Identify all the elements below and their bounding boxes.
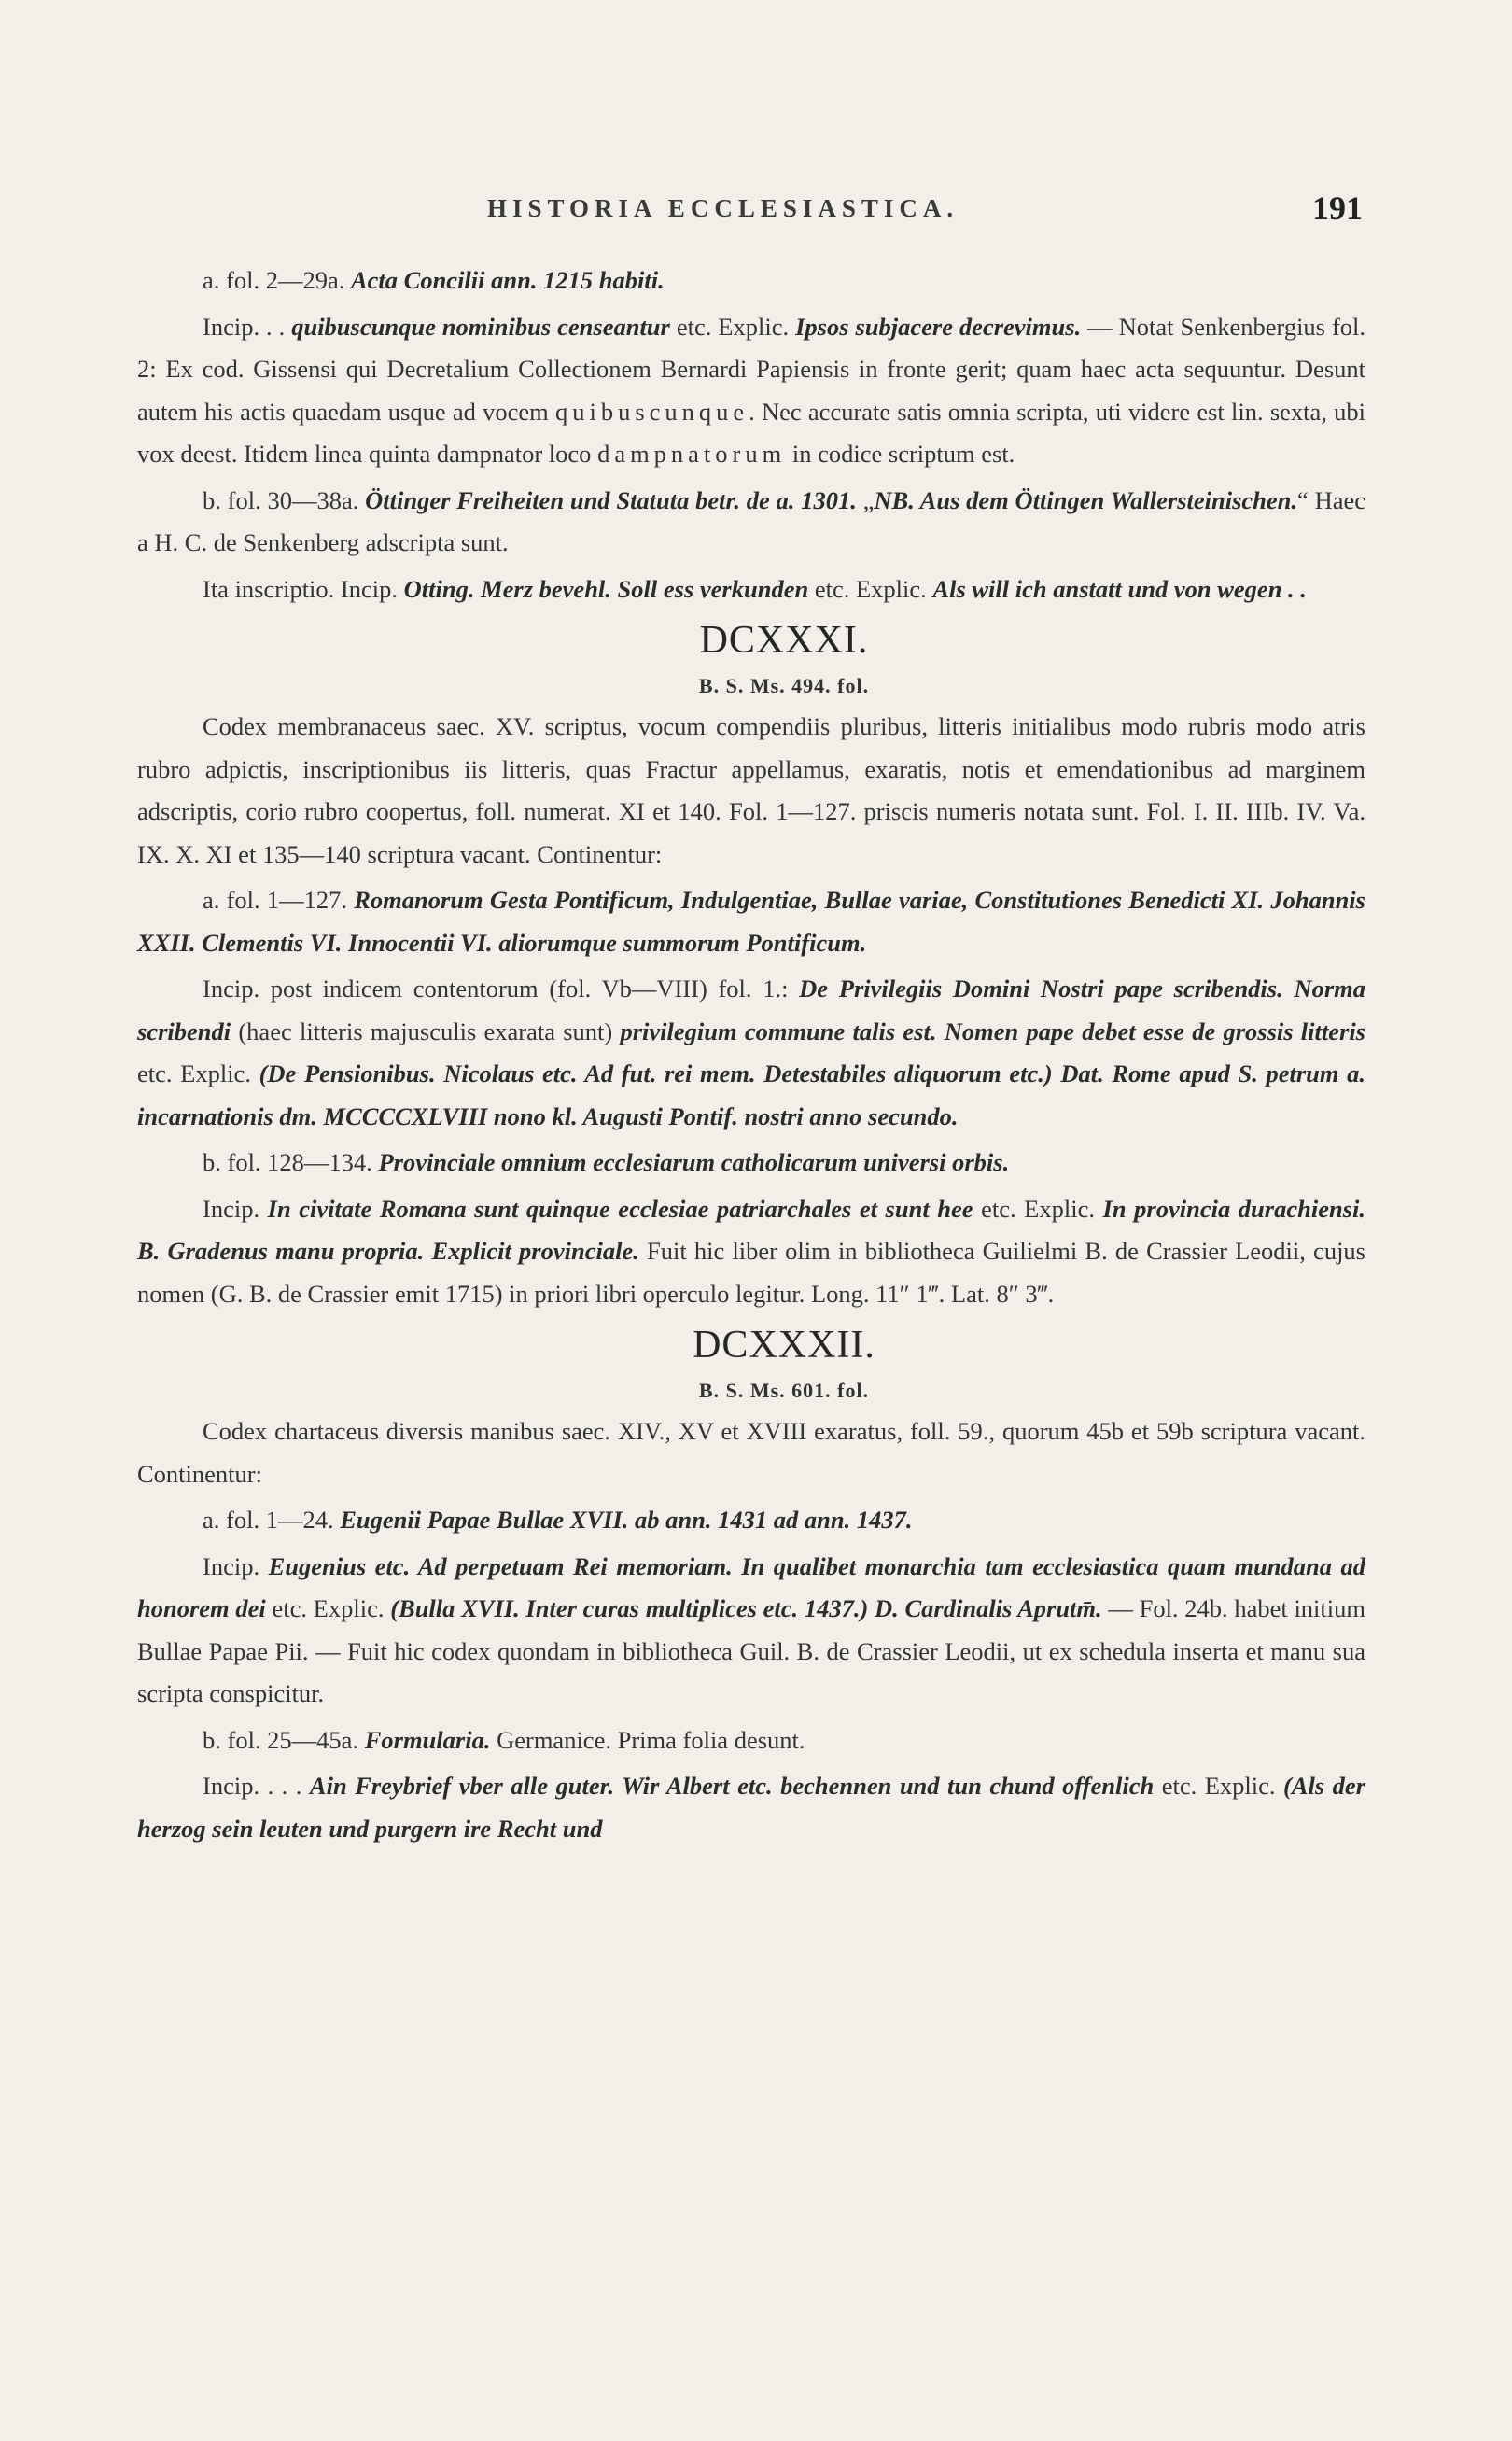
shelfmark-dcxxxi: B. S. Ms. 494. fol. xyxy=(698,674,870,697)
entry-b-formularia: b. fol. 25—45a. Formularia. Germanice. Prima folia desunt. xyxy=(203,1725,805,1754)
page-header xyxy=(0,189,1363,235)
entry-b-incipit-civitate: Incip. In civitate Romana sunt quinque ecclesiae patriarchales et sunt hee etc. Explic. In provincia durachiensi. B. Gradenus manu propria. Explicit provinciale. Fuit hic liber olim in bibliotheca Guilielmi B. de Crassier Leodii, cujus nomen (G. B. de Crassier emit 1715) in priori libri operculo legitur. Long. 11″ 1‴. Lat. 8″ 3‴. xyxy=(137,1194,1366,1308)
entry-a-incipit-privilegiis: Incip. post indicem contentorum (fol. Vb—VIII) fol. 1.: De Privilegiis Domini Nostri pape scribendis. Norma scribendi (haec litteris majusculis exarata sunt) privilegium commune talis est. Nomen pape debet esse de grossis litteris etc. Explic. (De Pensionibus. Nicolaus etc. Ad fut. rei mem. Detestabiles aliquorum etc.) Dat. Rome apud S. petrum a. incarnationis dm. MCCCCXLVIII nono kl. Augusti Pontif. nostri anno secundo. xyxy=(137,975,1366,1130)
entry-a-eugenii-bullae: a. fol. 1—24. Eugenii Papae Bullae XVII. ab ann. 1431 ad ann. 1437. xyxy=(203,1506,913,1534)
entry-a-incipit: Incip. . . quibuscunque nominibus censeantur etc. Explic. Ipsos subjacere decrevimus. — Notat Senkenbergius fol. 2: Ex cod. Gissensi qui Decretalium Collectionem Bernardi Papiensis in fronte gerit; quam haec acta sequuntur. Desunt autem his actis quaedam usque ad vocem quibuscunque. Nec accurate satis omnia scripta, uti videre est lin. sexta, ubi vox deest. Itidem linea quinta dampnator loco dampnatorum in codice scriptum est. xyxy=(137,312,1366,468)
entry-a-acta-concilii: a. fol. 2—29a. Acta Concilii ann. 1215 habiti. xyxy=(203,266,665,294)
entry-a-romanorum-gesta: a. fol. 1—127. Romanorum Gesta Pontificum, Indulgentiae, Bullae variae, Constitutiones Benedicti XI. Johannis XXII. Clementis VI. Innocentii VI. aliorumque summorum Pontificum. xyxy=(137,886,1365,957)
section-heading-dcxxxi: DCXXXI. xyxy=(699,619,869,662)
page-number: 191 xyxy=(1312,189,1363,227)
page-body xyxy=(137,260,1365,1854)
shelfmark-dcxxxii: B. S. Ms. 601. fol. xyxy=(698,1379,870,1402)
entry-b-incipit-freybrief: Incip. . . . Ain Freybrief vber alle guter. Wir Albert etc. bechennen und tun chund offenlich etc. Explic. (Als der herzog sein leuten und purgern ire Recht und xyxy=(137,1772,1366,1843)
entry-b-incipit: Ita inscriptio. Incip. Otting. Merz bevehl. Soll ess verkunden etc. Explic. Als will ich anstatt und von wegen . . xyxy=(203,574,1307,603)
running-title: HISTORIA ECCLESIASTICA. xyxy=(487,194,959,222)
entry-b-provinciale: b. fol. 128—134. Provinciale omnium ecclesiarum catholicarum universi orbis. xyxy=(203,1148,1010,1176)
entry-a-incipit-eugenius: Incip. Eugenius etc. Ad perpetuam Rei memoriam. In qualibet monarchia tam ecclesiastica quam mundana ad honorem dei etc. Explic. (Bulla XVII. Inter curas multiplices etc. 1437.) D. Cardinalis Aprutm̄. — Fol. 24b. habet initium Bullae Papae Pii. — Fuit hic codex quondam in bibliotheca Guil. B. de Crassier Leodii, ut ex schedula inserta et manu sua scripta conspicitur. xyxy=(137,1551,1366,1707)
codex-description-dcxxxi: Codex membranaceus saec. XV. scriptus, vocum compendiis pluribus, litteris initialibus modo rubris modo atris rubro adpictis, inscriptionibus iis litteris, quas Fractur appellamus, exaratis, notis et emendationibus ad marginem adscriptis, corio rubro coopertus, foll. numerat. XI et 140. Fol. 1—127. priscis numeris notata sunt. Fol. I. II. IIIb. IV. Va. IX. X. XI et 135—140 scriptura vacant. Continentur: xyxy=(137,712,1365,868)
section-heading-dcxxxii: DCXXXII. xyxy=(693,1324,875,1367)
codex-description-dcxxxii: Codex chartaceus diversis manibus saec. XIV., XV et XVIII exaratus, foll. 59., quorum 45b et 59b scriptura vacant. Continentur: xyxy=(137,1417,1365,1488)
entry-b-oettinger: b. fol. 30—38a. Öttinger Freiheiten und Statuta betr. de a. 1301. „NB. Aus dem Öttingen Wallersteinischen.“ Haec a H. C. de Senkenberg adscripta sunt. xyxy=(137,485,1366,556)
